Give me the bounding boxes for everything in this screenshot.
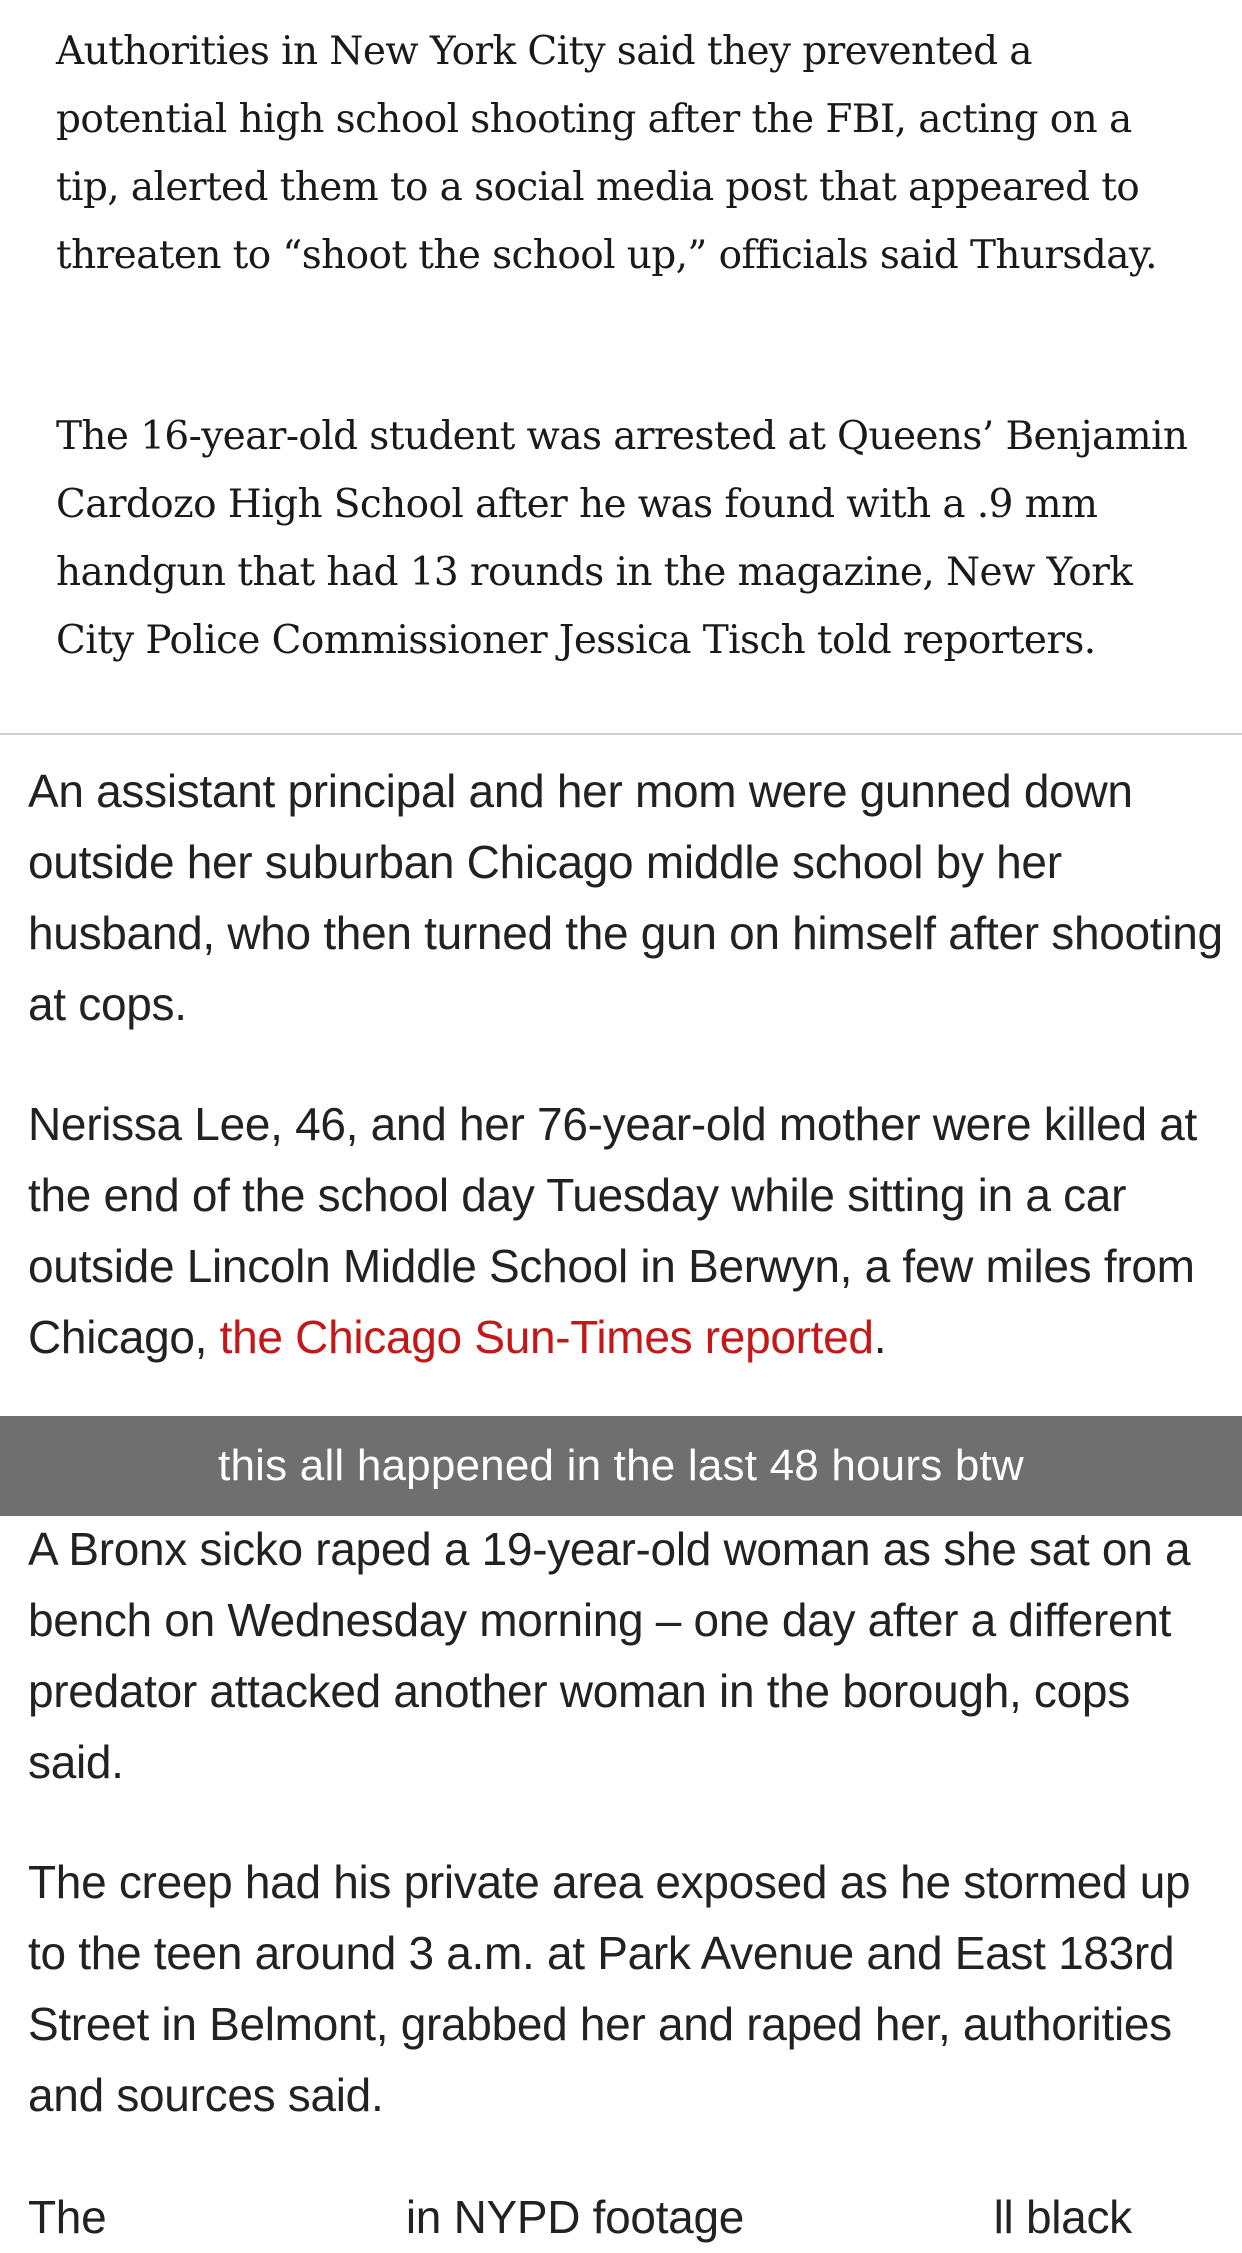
article-paragraph: An assistant principal and her mom were gunned down outside her suburban Chicago middle school by her husband, who then turned the gun on himself after shooting at cops. xyxy=(28,765,1223,1030)
caption-text: this all happened in the last 48 hours btw xyxy=(218,1441,1024,1490)
screenshot-article-1 xyxy=(0,0,1242,735)
article-text: . xyxy=(873,1311,887,1363)
article-paragraph: The 16-year-old student was arrested at Queens’ Benjamin Cardozo High School after he was found with a .9 mm handgun that had 13 rounds in the magazine, New York City Police Commissioner Jessica Tisch told reporters. xyxy=(56,414,1188,663)
snap-caption-bar xyxy=(0,1416,1242,1516)
article-paragraph: A Bronx sicko raped a 19-year-old woman as she sat on a bench on Wednesday morning – one day after a different predator attacked another woman in the borough, cops said. xyxy=(28,1523,1191,1788)
article-paragraph: The creep had his private area exposed as he stormed up to the teen around 3 a.m. at Park Avenue and East 183rd Street in Belmont, grabbed her and raped her, authorities and sources said. xyxy=(28,1856,1191,2121)
article-text: Nerissa Lee, 46, and her 76-year-old mother were killed at the end of the school day Tuesday while sitting in a car outside Lincoln Middle School in Berwyn, a few miles from Chicago, xyxy=(28,1098,1197,1363)
article-paragraph xyxy=(28,1089,1228,1373)
article-paragraph: Authorities in New York City said they prevented a potential high school shooting after the FBI, acting on a tip, alerted them to a social media post that appeared to threaten to “shoot the school up,” officials said Thursday. xyxy=(56,29,1157,278)
sun-times-link[interactable]: the Chicago Sun-Times reported xyxy=(219,1311,874,1363)
article-paragraph-partial: The in NYPD footage ll black xyxy=(28,2191,1132,2243)
